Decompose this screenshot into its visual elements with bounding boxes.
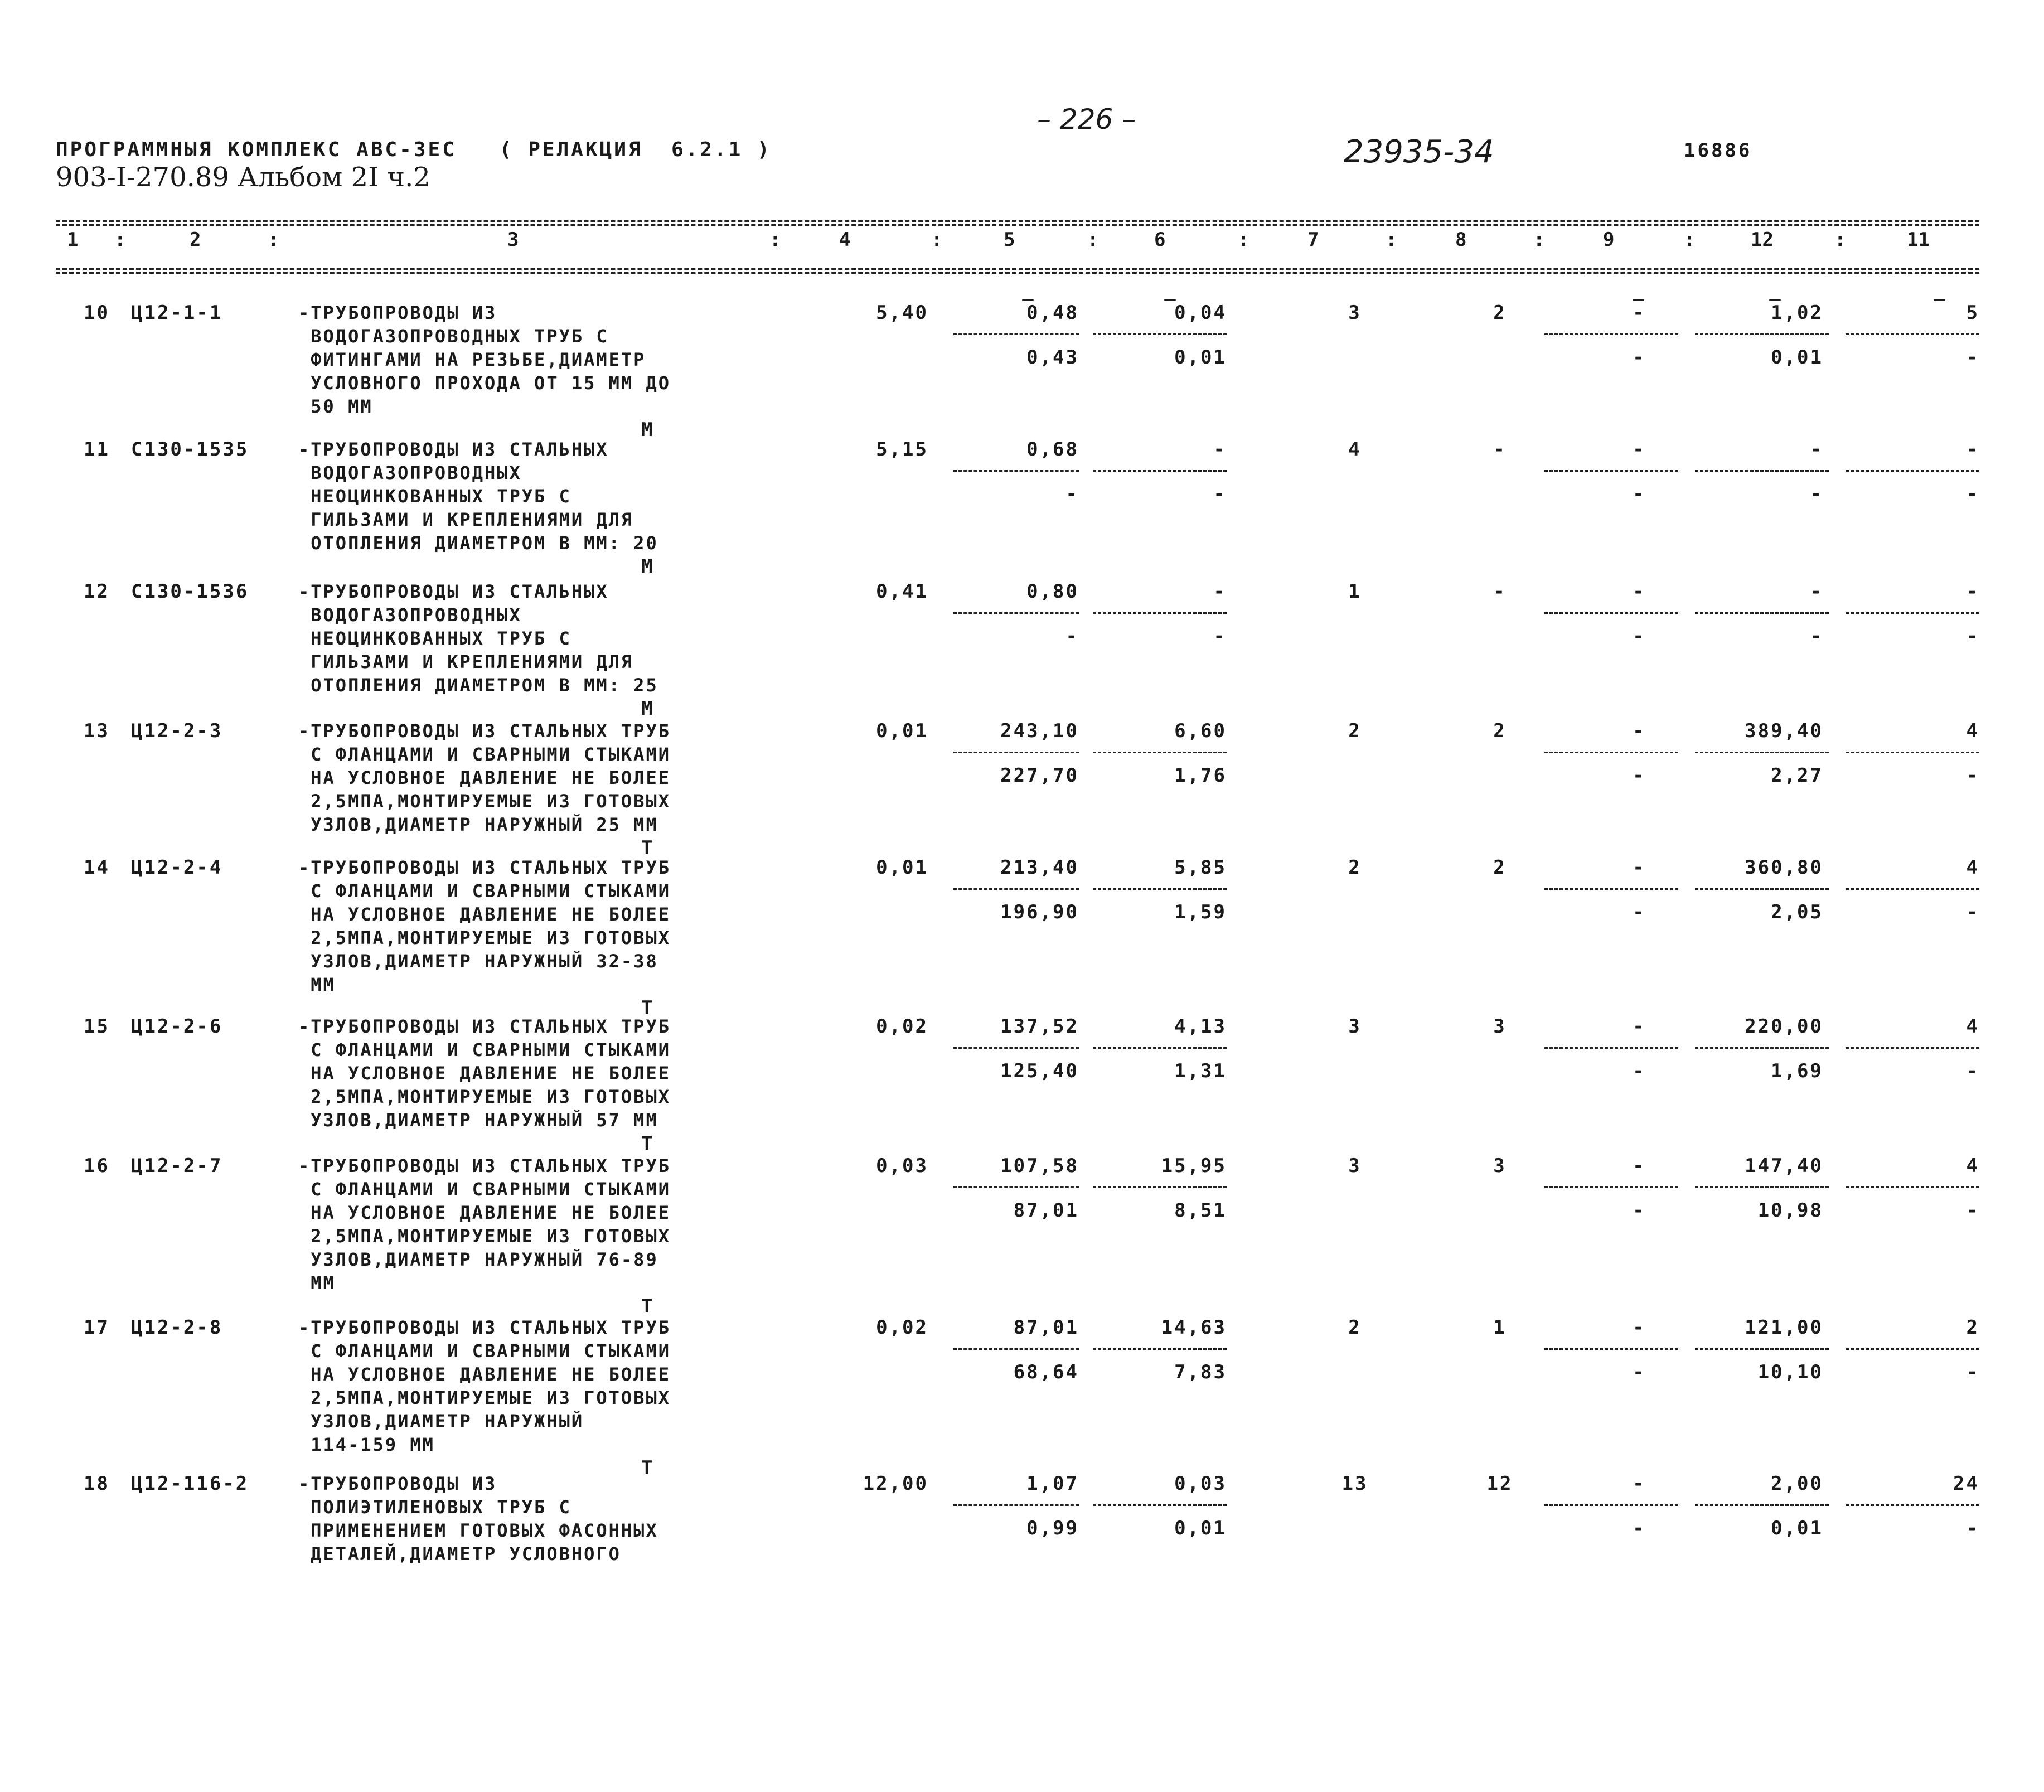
col6-bottom-value: 1,59	[1174, 901, 1227, 923]
column-header: 9	[1603, 229, 1615, 251]
col6-bottom-value: 8,51	[1174, 1199, 1227, 1222]
album-title: 903-I-270.89 Альбом 2I ч.2	[56, 162, 430, 193]
col6-bottom-value: 0,01	[1174, 346, 1227, 369]
divider-line	[1846, 1348, 1979, 1350]
col10-top-value: -	[1810, 438, 1823, 461]
col8-value: 2	[1493, 720, 1507, 742]
col8-value: 3	[1493, 1155, 1507, 1177]
divider-line	[953, 333, 1079, 335]
row-unit: М	[641, 419, 655, 441]
col6-bottom-value: 0,01	[1174, 1517, 1227, 1539]
col5-bottom-value: 0,99	[1026, 1517, 1079, 1539]
divider-line	[953, 1348, 1079, 1350]
col8-value: 3	[1493, 1015, 1507, 1038]
col5-bottom-value: 87,01	[1013, 1199, 1079, 1222]
col11-top-value: -	[1966, 438, 1979, 461]
divider-line	[1093, 612, 1227, 614]
row-code: Ц12-2-8	[131, 1316, 223, 1339]
col5-top-value: 87,01	[1013, 1316, 1079, 1339]
divider-line	[953, 470, 1079, 472]
col11-top-value: 4	[1966, 1155, 1979, 1177]
col10-top-value: 147,40	[1745, 1155, 1823, 1177]
divider-line	[1093, 333, 1227, 335]
col4-value: 12,00	[863, 1473, 928, 1495]
col7-value: 3	[1348, 1155, 1362, 1177]
column-header: 2	[190, 229, 201, 251]
divider-line	[1544, 1047, 1678, 1049]
col4-value: 0,41	[876, 580, 928, 603]
col10-top-value: 220,00	[1745, 1015, 1823, 1038]
divider-line	[1544, 333, 1678, 335]
col6-bottom-value: 7,83	[1174, 1361, 1227, 1383]
divider-line	[1093, 1047, 1227, 1049]
row-description: -ТРУБОПРОВОДЫ ИЗ СТАЛЬНЫХ ВОДОГАЗОПРОВОДНЫХ НЕОЦИНКОВАННЫХ ТРУБ С ГИЛЬЗАМИ И КРЕПЛЕНИЯМИ ДЛЯ ОТОПЛЕНИЯ ДИАМЕТРОМ В ММ: 25	[298, 581, 658, 696]
header-rule-bottom	[56, 268, 1979, 270]
divider-line	[1544, 612, 1678, 614]
col5-bottom-value: 68,64	[1013, 1361, 1079, 1383]
col9-top-value: -	[1633, 720, 1646, 742]
col5-bottom-value: -	[1065, 483, 1079, 505]
row-code: Ц12-2-7	[131, 1155, 223, 1177]
col5-bottom-value: 227,70	[1000, 764, 1079, 787]
divider-line	[1695, 612, 1829, 614]
divider-line	[1695, 1348, 1829, 1350]
row-description: -ТРУБОПРОВОДЫ ИЗ СТАЛЬНЫХ ТРУБ С ФЛАНЦАМИ И СВАРНЫМИ СТЫКАМИ НА УСЛОВНОЕ ДАВЛЕНИЕ НЕ БОЛЕЕ 2,5МПА,МОНТИРУЕМЫЕ ИЗ ГОТОВЫХ УЗЛОВ,ДИАМЕТР НАРУЖНЫЙ 57 ММ	[298, 1016, 671, 1131]
divider-line	[1093, 1504, 1227, 1506]
divider-line	[1695, 1047, 1829, 1049]
col10-bottom-value: -	[1810, 483, 1823, 505]
column-separator: :	[1684, 229, 1696, 251]
row-description: -ТРУБОПРОВОДЫ ИЗ СТАЛЬНЫХ ТРУБ С ФЛАНЦАМИ И СВАРНЫМИ СТЫКАМИ НА УСЛОВНОЕ ДАВЛЕНИЕ НЕ БОЛЕЕ 2,5МПА,МОНТИРУЕМЫЕ ИЗ ГОТОВЫХ УЗЛОВ,ДИАМЕТР НАРУЖНЫЙ 114-159 ММ	[298, 1317, 671, 1455]
row-unit: Т	[641, 1132, 655, 1155]
col8-value: 2	[1493, 856, 1507, 879]
col10-top-value: -	[1810, 580, 1823, 603]
row-code: С130-1535	[131, 438, 249, 461]
divider-line	[1695, 888, 1829, 890]
page-number: – 226 –	[1037, 103, 1136, 135]
handwritten-code: 23935-34	[1344, 134, 1494, 170]
divider-line	[1695, 470, 1829, 472]
divider-line	[1846, 752, 1979, 753]
row-description: -ТРУБОПРОВОДЫ ИЗ ВОДОГАЗОПРОВОДНЫХ ТРУБ С ФИТИНГАМИ НА РЕЗЬБЕ,ДИАМЕТР УСЛОВНОГО ПРОХОДА ОТ 15 ММ ДО 50 ММ	[298, 302, 671, 417]
col11-bottom-value: -	[1966, 483, 1979, 505]
divider-line	[1846, 470, 1979, 472]
col10-bottom-value: 1,69	[1771, 1060, 1823, 1082]
col11-top-value: 4	[1966, 720, 1979, 742]
divider-line	[1695, 752, 1829, 753]
col7-value: 13	[1341, 1473, 1368, 1495]
divider-line	[953, 1186, 1079, 1188]
col6-top-value: -	[1213, 580, 1227, 603]
col9-top-value: -	[1633, 1155, 1646, 1177]
col11-bottom-value: -	[1966, 1517, 1979, 1539]
col6-bottom-value: 1,76	[1174, 764, 1227, 787]
col11-bottom-value: -	[1966, 625, 1979, 647]
column-separator: :	[931, 229, 943, 251]
divider-line	[1093, 1348, 1227, 1350]
col9-top-value: -	[1633, 438, 1646, 461]
row-description: -ТРУБОПРОВОДЫ ИЗ СТАЛЬНЫХ ТРУБ С ФЛАНЦАМИ И СВАРНЫМИ СТЫКАМИ НА УСЛОВНОЕ ДАВЛЕНИЕ НЕ БОЛЕЕ 2,5МПА,МОНТИРУЕМЫЕ ИЗ ГОТОВЫХ УЗЛОВ,ДИАМЕТР НАРУЖНЫЙ 32-38 ММ	[298, 857, 671, 995]
col10-bottom-value: 2,27	[1771, 764, 1823, 787]
divider-line	[953, 752, 1079, 753]
divider-line	[1544, 1348, 1678, 1350]
col8-value: -	[1493, 580, 1507, 603]
col10-top-value: 1,02	[1771, 302, 1823, 324]
col6-top-value: 6,60	[1174, 720, 1227, 742]
col6-bottom-value: -	[1213, 625, 1227, 647]
row-code: Ц12-1-1	[131, 302, 223, 324]
col10-bottom-value: 0,01	[1771, 1517, 1823, 1539]
col11-top-value: 4	[1966, 1015, 1979, 1038]
row-unit: Т	[641, 1457, 655, 1479]
divider-line	[1544, 888, 1678, 890]
col10-bottom-value: 10,98	[1757, 1199, 1823, 1222]
row-number: 14	[84, 856, 110, 879]
col9-bottom-value: -	[1633, 1199, 1646, 1222]
column-header: 5	[1004, 229, 1015, 251]
col9-top-value: -	[1633, 1316, 1646, 1339]
column-separator: :	[1386, 229, 1397, 251]
row-unit: Т	[641, 1295, 655, 1318]
col9-top-value: -	[1633, 1473, 1646, 1495]
col8-value: 2	[1493, 302, 1507, 324]
col4-value: 0,02	[876, 1015, 928, 1038]
column-separator: :	[769, 229, 781, 251]
row-code: С130-1536	[131, 580, 249, 603]
col6-top-value: 5,85	[1174, 856, 1227, 879]
col11-bottom-value: -	[1966, 1199, 1979, 1222]
col9-bottom-value: -	[1633, 346, 1646, 369]
col7-value: 2	[1348, 856, 1362, 879]
row-number: 16	[84, 1155, 110, 1177]
row-number: 11	[84, 438, 110, 461]
divider-line	[1544, 752, 1678, 753]
col4-value: 0,01	[876, 720, 928, 742]
col11-top-value: 2	[1966, 1316, 1979, 1339]
col7-value: 3	[1348, 1015, 1362, 1038]
row-number: 13	[84, 720, 110, 742]
row-number: 15	[84, 1015, 110, 1038]
col9-top-value: -	[1633, 302, 1646, 324]
col10-bottom-value: 10,10	[1757, 1361, 1823, 1383]
divider-line	[1846, 333, 1979, 335]
divider-line	[1695, 1504, 1829, 1506]
row-code: Ц12-116-2	[131, 1473, 249, 1495]
col9-bottom-value: -	[1633, 901, 1646, 923]
row-number: 10	[84, 302, 110, 324]
row-unit: М	[641, 698, 655, 720]
column-separator: :	[1834, 229, 1846, 251]
divider-line	[1093, 888, 1227, 890]
overline-mark: _	[1769, 279, 1783, 302]
col10-top-value: 360,80	[1745, 856, 1823, 879]
column-separator: :	[268, 229, 279, 251]
col4-value: 5,40	[876, 302, 928, 324]
col9-bottom-value: -	[1633, 1361, 1646, 1383]
col6-bottom-value: 1,31	[1174, 1060, 1227, 1082]
col4-value: 0,02	[876, 1316, 928, 1339]
col6-bottom-value: -	[1213, 483, 1227, 505]
col9-top-value: -	[1633, 1015, 1646, 1038]
col5-bottom-value: -	[1065, 625, 1079, 647]
divider-line	[1544, 1504, 1678, 1506]
divider-line	[953, 1047, 1079, 1049]
doc-number: 16886	[1684, 139, 1752, 162]
divider-line	[1846, 1186, 1979, 1188]
col11-bottom-value: -	[1966, 1361, 1979, 1383]
col10-top-value: 389,40	[1745, 720, 1823, 742]
column-header: 6	[1154, 229, 1166, 251]
divider-line	[1093, 470, 1227, 472]
col9-bottom-value: -	[1633, 483, 1646, 505]
col6-top-value: -	[1213, 438, 1227, 461]
column-header: 3	[507, 229, 519, 251]
program-title: ПРОГРАММНЫЯ КОМПЛЕКС АВС-3ЕС ( РЕЛАКЦИЯ 6.2.1 )	[56, 138, 772, 161]
row-description: -ТРУБОПРОВОДЫ ИЗ СТАЛЬНЫХ ТРУБ С ФЛАНЦАМИ И СВАРНЫМИ СТЫКАМИ НА УСЛОВНОЕ ДАВЛЕНИЕ НЕ БОЛЕЕ 2,5МПА,МОНТИРУЕМЫЕ ИЗ ГОТОВЫХ УЗЛОВ,ДИАМЕТР НАРУЖНЫЙ 25 ММ	[298, 720, 671, 835]
col5-top-value: 137,52	[1000, 1015, 1079, 1038]
col8-value: 12	[1486, 1473, 1513, 1495]
col6-top-value: 4,13	[1174, 1015, 1227, 1038]
row-code: Ц12-2-6	[131, 1015, 223, 1038]
col5-top-value: 0,68	[1026, 438, 1079, 461]
col5-top-value: 107,58	[1000, 1155, 1079, 1177]
col9-top-value: -	[1633, 856, 1646, 879]
column-header: 12	[1751, 229, 1774, 251]
col9-bottom-value: -	[1633, 1517, 1646, 1539]
divider-line	[1846, 1504, 1979, 1506]
column-header: 1	[67, 229, 79, 251]
divider-line	[1695, 1186, 1829, 1188]
col10-top-value: 2,00	[1771, 1473, 1823, 1495]
col11-top-value: 5	[1966, 302, 1979, 324]
col7-value: 2	[1348, 720, 1362, 742]
col7-value: 3	[1348, 302, 1362, 324]
column-separator: :	[1087, 229, 1099, 251]
col10-top-value: 121,00	[1745, 1316, 1823, 1339]
col4-value: 5,15	[876, 438, 928, 461]
row-unit: М	[641, 555, 655, 578]
col8-value: 1	[1493, 1316, 1507, 1339]
col5-top-value: 243,10	[1000, 720, 1079, 742]
col11-top-value: 4	[1966, 856, 1979, 879]
row-number: 18	[84, 1473, 110, 1495]
overline-mark: _	[1934, 279, 1947, 302]
divider-line	[953, 888, 1079, 890]
col10-bottom-value: -	[1810, 625, 1823, 647]
row-code: Ц12-2-3	[131, 720, 223, 742]
column-header: 8	[1455, 229, 1467, 251]
col9-bottom-value: -	[1633, 625, 1646, 647]
row-number: 17	[84, 1316, 110, 1339]
overline-mark: _	[1633, 279, 1646, 302]
col6-top-value: 0,04	[1174, 302, 1227, 324]
col5-bottom-value: 125,40	[1000, 1060, 1079, 1082]
overline-mark: _	[1164, 279, 1178, 302]
col7-value: 4	[1348, 438, 1362, 461]
col4-value: 0,03	[876, 1155, 928, 1177]
row-code: Ц12-2-4	[131, 856, 223, 879]
col7-value: 1	[1348, 580, 1362, 603]
col5-top-value: 1,07	[1026, 1473, 1079, 1495]
col7-value: 2	[1348, 1316, 1362, 1339]
divider-line	[1093, 1186, 1227, 1188]
col11-bottom-value: -	[1966, 901, 1979, 923]
col11-bottom-value: -	[1966, 764, 1979, 787]
col11-bottom-value: -	[1966, 1060, 1979, 1082]
row-description: -ТРУБОПРОВОДЫ ИЗ СТАЛЬНЫХ ВОДОГАЗОПРОВОДНЫХ НЕОЦИНКОВАННЫХ ТРУБ С ГИЛЬЗАМИ И КРЕПЛЕНИЯМИ ДЛЯ ОТОПЛЕНИЯ ДИАМЕТРОМ В ММ: 20	[298, 439, 658, 554]
col11-bottom-value: -	[1966, 346, 1979, 369]
divider-line	[1544, 470, 1678, 472]
col5-top-value: 0,48	[1026, 302, 1079, 324]
col6-top-value: 15,95	[1161, 1155, 1227, 1177]
row-unit: Т	[641, 837, 655, 859]
col6-top-value: 14,63	[1161, 1316, 1227, 1339]
divider-line	[1846, 612, 1979, 614]
col5-top-value: 213,40	[1000, 856, 1079, 879]
divider-line	[1093, 752, 1227, 753]
header-rule-top-2	[56, 224, 1979, 226]
divider-line	[1544, 1186, 1678, 1188]
column-separator: :	[1238, 229, 1249, 251]
divider-line	[1846, 888, 1979, 890]
column-header: 7	[1307, 229, 1319, 251]
overline-mark: _	[1022, 279, 1035, 302]
header-rule-bottom-2	[56, 272, 1979, 274]
column-header: 11	[1907, 229, 1930, 251]
divider-line	[1695, 333, 1829, 335]
row-number: 12	[84, 580, 110, 603]
divider-line	[953, 1504, 1079, 1506]
col10-bottom-value: 2,05	[1771, 901, 1823, 923]
header-rule-top	[56, 220, 1979, 222]
col10-bottom-value: 0,01	[1771, 346, 1823, 369]
row-description: -ТРУБОПРОВОДЫ ИЗ ПОЛИЭТИЛЕНОВЫХ ТРУБ С ПРИМЕНЕНИЕМ ГОТОВЫХ ФАСОННЫХ ДЕТАЛЕЙ,ДИАМЕТР УСЛОВНОГО	[298, 1473, 658, 1565]
column-header: 4	[839, 229, 851, 251]
divider-line	[953, 612, 1079, 614]
col5-bottom-value: 196,90	[1000, 901, 1079, 923]
col5-bottom-value: 0,43	[1026, 346, 1079, 369]
divider-line	[1846, 1047, 1979, 1049]
col6-top-value: 0,03	[1174, 1473, 1227, 1495]
col11-top-value: 24	[1953, 1473, 1979, 1495]
col9-bottom-value: -	[1633, 1060, 1646, 1082]
col9-bottom-value: -	[1633, 764, 1646, 787]
col4-value: 0,01	[876, 856, 928, 879]
column-separator: :	[114, 229, 126, 251]
col9-top-value: -	[1633, 580, 1646, 603]
col5-top-value: 0,80	[1026, 580, 1079, 603]
col8-value: -	[1493, 438, 1507, 461]
row-unit: Т	[641, 997, 655, 1019]
col11-top-value: -	[1966, 580, 1979, 603]
column-separator: :	[1533, 229, 1545, 251]
row-description: -ТРУБОПРОВОДЫ ИЗ СТАЛЬНЫХ ТРУБ С ФЛАНЦАМИ И СВАРНЫМИ СТЫКАМИ НА УСЛОВНОЕ ДАВЛЕНИЕ НЕ БОЛЕЕ 2,5МПА,МОНТИРУЕМЫЕ ИЗ ГОТОВЫХ УЗЛОВ,ДИАМЕТР НАРУЖНЫЙ 76-89 ММ	[298, 1155, 671, 1294]
